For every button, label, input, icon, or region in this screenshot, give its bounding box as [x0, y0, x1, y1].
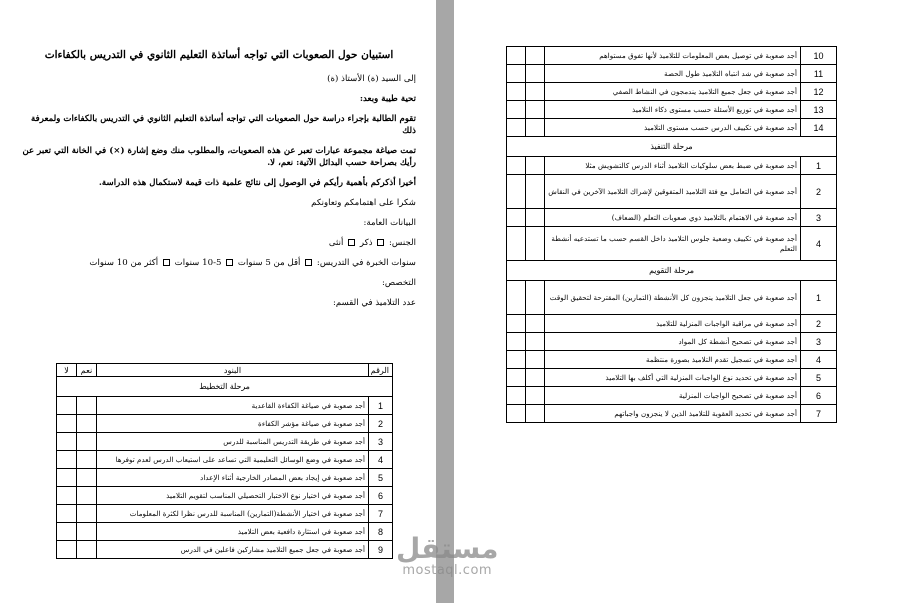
- row-number: 13: [801, 101, 837, 119]
- row-item-text: أجد صعوبة في اختيار نوع الاختبار التحصيلي المناسب لتقويم التلاميذ: [97, 487, 369, 505]
- row-no-cell[interactable]: [507, 101, 526, 119]
- mostaql-watermark: [396, 532, 499, 578]
- row-number: 2: [801, 175, 837, 209]
- row-item-text: أجد صعوبة في تكييف الدرس حسب مستوى التلاميذ: [545, 119, 801, 137]
- section-evaluation-row: [507, 261, 837, 281]
- row-number: 2: [369, 415, 393, 433]
- section-title: مرحلة التقويم: [507, 261, 837, 281]
- row-item-text: أجد صعوبة في مراقبة الواجبات المنزلية للتلاميذ: [545, 315, 801, 333]
- row-no-cell[interactable]: [507, 315, 526, 333]
- table-row: [507, 369, 837, 387]
- row-number: 1: [801, 157, 837, 175]
- row-number: 4: [369, 451, 393, 469]
- row-no-cell[interactable]: [507, 83, 526, 101]
- row-item-text: أجد صعوبة في استثارة دافعية بعض التلاميذ: [97, 523, 369, 541]
- gender-male-label: ذكر: [359, 238, 373, 249]
- row-item-text: أجد صعوبة في تصحيح الواجبات المنزلية: [545, 387, 801, 405]
- row-item-text: أجد صعوبة في إيجاد بعض المصادر الخارجية أثناء الإعداد: [97, 469, 369, 487]
- header-no: لا: [57, 364, 77, 377]
- row-no-cell[interactable]: [57, 433, 77, 451]
- experience-option-2-checkbox[interactable]: [226, 259, 233, 266]
- row-no-cell[interactable]: [57, 505, 77, 523]
- row-yes-cell[interactable]: [526, 175, 545, 209]
- table-row: [507, 101, 837, 119]
- row-yes-cell[interactable]: [526, 65, 545, 83]
- section-planning-row: [57, 377, 393, 397]
- table-row: [57, 487, 393, 505]
- row-item-text: أجد صعوبة في جعل جميع التلاميذ يندمجون في النشاط الصفي: [545, 83, 801, 101]
- row-item-text: أجد صعوبة في التعامل مع فئة التلاميذ المتفوقين لإشراك التلاميذ الآخرين في النقاش: [545, 175, 801, 209]
- row-number: 12: [801, 83, 837, 101]
- row-no-cell[interactable]: [507, 405, 526, 423]
- table-row: [507, 209, 837, 227]
- header-yes: نعم: [77, 364, 97, 377]
- row-number: 10: [801, 47, 837, 65]
- row-item-text: أجد صعوبة في تسجيل تقدم التلاميذ بصورة منتظمة: [545, 351, 801, 369]
- section-execution-row: [507, 137, 837, 157]
- row-item-text: أجد صعوبة في شد انتباه التلاميذ طول الحصة: [545, 65, 801, 83]
- row-number: 3: [369, 433, 393, 451]
- table-row: [507, 119, 837, 137]
- table-header-row: [57, 364, 393, 377]
- row-number: 4: [801, 227, 837, 261]
- experience-option-2-label: 5-10 سنوات: [174, 258, 222, 269]
- table-row: [507, 47, 837, 65]
- experience-option-1-checkbox[interactable]: [305, 259, 312, 266]
- survey-title: استبيان حول الصعوبات التي تواجه أساتذة التعليم الثانوي في التدريس بالكفاءات: [44, 49, 394, 61]
- row-number: 9: [369, 541, 393, 559]
- row-yes-cell[interactable]: [526, 227, 545, 261]
- row-yes-cell[interactable]: [77, 505, 97, 523]
- row-yes-cell[interactable]: [77, 523, 97, 541]
- specialty-line: التخصص:: [381, 278, 416, 289]
- experience-line: [22, 258, 416, 270]
- gender-label: الجنس:: [389, 238, 416, 249]
- row-item-text: أجد صعوبة في تصحيح أنشطة كل المواد: [545, 333, 801, 351]
- row-no-cell[interactable]: [57, 415, 77, 433]
- row-item-text: أجد صعوبة في ضبط بعض سلوكيات التلاميذ أثناء الدرس كالتشويش مثلا: [545, 157, 801, 175]
- row-number: 8: [369, 523, 393, 541]
- row-number: 4: [801, 351, 837, 369]
- row-number: 7: [369, 505, 393, 523]
- row-number: 7: [801, 405, 837, 423]
- intro-paragraph-1: تقوم الطالبة بإجراء دراسة حول الصعوبات التي تواجه أساتذة التعليم الثانوي في التدريس بالكفاءات ولمعرفة ذلك: [31, 114, 416, 136]
- row-item-text: أجد صعوبة في الاهتمام بالتلاميذ ذوي صعوبات التعلم (الضعاف): [545, 209, 801, 227]
- intro-paragraph-2: تمت صياغة مجموعة عبارات تعبر عن هذه الصعوبات، والمطلوب منك وضع إشارة (×) في الخانة التي تعبر عن رأيك بصراحة حسب البدائل الآتية: نعم، لا.: [22, 146, 416, 168]
- table-row: [57, 433, 393, 451]
- survey-table-part-2: [506, 46, 837, 423]
- section-title: مرحلة التخطيط: [57, 377, 393, 397]
- table-row: [507, 83, 837, 101]
- watermark-latin: mostaql.com: [402, 563, 493, 578]
- row-yes-cell[interactable]: [526, 333, 545, 351]
- row-no-cell[interactable]: [507, 281, 526, 315]
- row-no-cell[interactable]: [57, 469, 77, 487]
- gender-line: [22, 238, 416, 250]
- table-row: [507, 157, 837, 175]
- row-number: 11: [801, 65, 837, 83]
- row-yes-cell[interactable]: [526, 101, 545, 119]
- row-number: 5: [801, 369, 837, 387]
- row-item-text: أجد صعوبة في جعل التلاميذ ينجزون كل الأنشطة (التمارين) المقترحة لتحقيق الوقت: [545, 281, 801, 315]
- greeting-line: تحية طيبة وبعد:: [359, 94, 416, 105]
- row-no-cell[interactable]: [507, 175, 526, 209]
- gender-female-checkbox[interactable]: [348, 239, 355, 246]
- row-yes-cell[interactable]: [526, 315, 545, 333]
- row-no-cell[interactable]: [507, 209, 526, 227]
- table-row: [507, 387, 837, 405]
- row-no-cell[interactable]: [57, 397, 77, 415]
- thanks-line: شكرا على اهتمامكم وتعاونكم: [311, 197, 416, 208]
- row-item-text: أجد صعوبة في تكييف وضعية جلوس التلاميذ داخل القسم حسب ما تستدعيه أنشطة التعلم: [545, 227, 801, 261]
- table-row: [507, 281, 837, 315]
- table-row: [507, 65, 837, 83]
- row-no-cell[interactable]: [57, 451, 77, 469]
- row-no-cell[interactable]: [57, 541, 77, 559]
- experience-option-3-label: أكثر من 10 سنوات: [89, 258, 159, 269]
- row-number: 1: [801, 281, 837, 315]
- row-yes-cell[interactable]: [77, 451, 97, 469]
- row-no-cell[interactable]: [507, 351, 526, 369]
- row-yes-cell[interactable]: [77, 541, 97, 559]
- table-row: [57, 541, 393, 559]
- row-number: 6: [369, 487, 393, 505]
- row-number: 14: [801, 119, 837, 137]
- row-item-text: أجد صعوبة في توزيع الأسئلة حسب مستوى ذكاء التلاميذ: [545, 101, 801, 119]
- table-row: [507, 315, 837, 333]
- gender-female-label: أنثى: [328, 238, 344, 249]
- table-row: [57, 505, 393, 523]
- row-item-text: أجد صعوبة في اختيار الأنشطة(التمارين) المناسبة للدرس نظرا لكثرة المعلومات: [97, 505, 369, 523]
- row-number: 1: [369, 397, 393, 415]
- row-item-text: أجد صعوبة في وضع الوسائل التعليمية التي تساعد على استيعاب الدرس لعدم توفرها: [97, 451, 369, 469]
- row-number: 3: [801, 209, 837, 227]
- row-number: 6: [801, 387, 837, 405]
- row-yes-cell[interactable]: [77, 469, 97, 487]
- row-number: 3: [801, 333, 837, 351]
- experience-label: سنوات الخبرة في التدريس:: [316, 258, 416, 269]
- row-yes-cell[interactable]: [526, 157, 545, 175]
- right-page: [454, 0, 908, 603]
- row-yes-cell[interactable]: [526, 47, 545, 65]
- table-row: [57, 523, 393, 541]
- row-yes-cell[interactable]: [526, 281, 545, 315]
- row-item-text: أجد صعوبة في تحديد العقوبة للتلاميذ الذين لا ينجزون واجباتهم: [545, 405, 801, 423]
- table-row: [507, 175, 837, 209]
- row-yes-cell[interactable]: [526, 119, 545, 137]
- row-yes-cell[interactable]: [526, 351, 545, 369]
- row-no-cell[interactable]: [507, 47, 526, 65]
- table-row: [57, 469, 393, 487]
- row-yes-cell[interactable]: [77, 487, 97, 505]
- addressee-line: إلى السيد (ة) الأستاذ (ة): [327, 74, 416, 85]
- row-item-text: أجد صعوبة في جعل جميع التلاميذ مشاركين فاعلين في الدرس: [97, 541, 369, 559]
- table-row: [507, 333, 837, 351]
- row-no-cell[interactable]: [507, 227, 526, 261]
- table-row: [57, 451, 393, 469]
- table-row: [507, 351, 837, 369]
- table-row: [57, 415, 393, 433]
- row-yes-cell[interactable]: [526, 387, 545, 405]
- row-yes-cell[interactable]: [77, 415, 97, 433]
- row-item-text: أجد صعوبة في صياغة مؤشر الكفاءة: [97, 415, 369, 433]
- row-no-cell[interactable]: [57, 487, 77, 505]
- row-yes-cell[interactable]: [77, 397, 97, 415]
- row-item-text: أجد صعوبة في صياغة الكفاءة القاعدية: [97, 397, 369, 415]
- header-items: البنود: [97, 364, 369, 377]
- row-no-cell[interactable]: [507, 119, 526, 137]
- row-number: 5: [369, 469, 393, 487]
- intro-section: [22, 44, 416, 318]
- table-row: [57, 397, 393, 415]
- row-item-text: أجد صعوبة في تحديد نوع الواجبات المنزلية التي أكلف بها التلاميذ: [545, 369, 801, 387]
- row-yes-cell[interactable]: [526, 209, 545, 227]
- row-number: 2: [801, 315, 837, 333]
- students-count-line: عدد التلاميذ في القسم:: [332, 298, 416, 309]
- row-yes-cell[interactable]: [77, 433, 97, 451]
- row-yes-cell[interactable]: [526, 405, 545, 423]
- row-no-cell[interactable]: [507, 369, 526, 387]
- experience-option-1-label: أقل من 5 سنوات: [237, 258, 301, 269]
- left-page: [0, 0, 436, 603]
- row-yes-cell[interactable]: [526, 83, 545, 101]
- header-num: الرقم: [369, 364, 393, 377]
- experience-option-3-checkbox[interactable]: [163, 259, 170, 266]
- row-no-cell[interactable]: [507, 387, 526, 405]
- row-item-text: أجد صعوبة في توصيل بعض المعلومات للتلاميذ لأنها تفوق مستواهم: [545, 47, 801, 65]
- general-info-heading: البيانات العامة:: [363, 217, 416, 228]
- survey-table-part-1: [56, 363, 393, 559]
- row-item-text: أجد صعوبة في طريقة التدريس المناسبة للدرس: [97, 433, 369, 451]
- section-title: مرحلة التنفيذ: [507, 137, 837, 157]
- row-no-cell[interactable]: [57, 523, 77, 541]
- intro-paragraph-3: أخيرا أذكركم بأهمية رأيكم في الوصول إلى نتائج علمية ذات قيمة لاستكمال هذه الدراسة.: [98, 177, 416, 188]
- table-row: [507, 405, 837, 423]
- gender-male-checkbox[interactable]: [377, 239, 384, 246]
- watermark-arabic: مستقل: [396, 532, 499, 565]
- row-no-cell[interactable]: [507, 157, 526, 175]
- row-no-cell[interactable]: [507, 333, 526, 351]
- table-row: [507, 227, 837, 261]
- row-no-cell[interactable]: [507, 65, 526, 83]
- row-yes-cell[interactable]: [526, 369, 545, 387]
